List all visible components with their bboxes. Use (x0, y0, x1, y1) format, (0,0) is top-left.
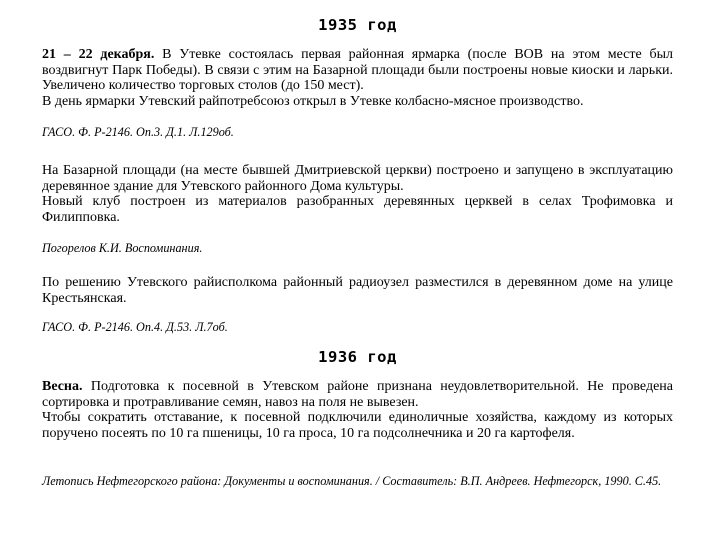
entry-text: В день ярмарки Утевский райпотребсоюз открыл в Утевке колбасно-мясное производство. (42, 93, 584, 109)
year-heading-1935: 1935 год (318, 16, 397, 34)
entry-text: Чтобы сократить отставание, к посевной подключили единоличные хозяйства, каждому из которых поручено посеять по 10 га пшеницы, 10 га проса, 10 га подсолнечника и 20 га картофеля. (42, 410, 673, 441)
entry-date: Весна. (42, 379, 83, 394)
entry-paragraph (42, 379, 673, 410)
entry-text: По решению Утевского райисполкома районный радиоузел разместился в деревянном доме на улице Крестьянская. (42, 275, 673, 306)
entry-paragraph (42, 275, 673, 306)
entry-text: Подготовка к посевной в Утевском районе признана неудовлетворительной. Не проведена сортировка и протравливание семян, навоз на поля не вывезен. (42, 379, 673, 410)
source-citation: Погорелов К.И. Воспоминания. (42, 241, 203, 255)
entry-paragraph (42, 194, 673, 225)
entry-paragraph (42, 47, 673, 94)
entry-1935-culture-house (42, 163, 673, 225)
year-heading-1936: 1936 год (318, 348, 397, 366)
source-citation: Летопись Нефтегорского района: Документы и воспоминания. / Составитель: В.П. Андреев. Нефтегорск, 1990. С.45. (42, 474, 662, 488)
entry-1935-fair (42, 47, 673, 109)
entry-paragraph (42, 163, 673, 194)
source-citation: ГАСО. Ф. Р-2146. Оп.3. Д.1. Л.129об. (42, 125, 234, 139)
entry-1935-radio (42, 275, 673, 306)
entry-text: Новый клуб построен из материалов разобранных деревянных церквей в селах Трофимовка и Филипповка. (42, 194, 673, 225)
entry-1936-spring (42, 379, 673, 441)
source-citation: ГАСО. Ф. Р-2146. Оп.4. Д.53. Л.7об. (42, 320, 228, 334)
entry-text: На Базарной площади (на месте бывшей Дмитриевской церкви) построено и запущено в эксплуатацию деревянное здание для Утевского районного Дома культуры. (42, 163, 673, 194)
entry-paragraph (42, 410, 673, 441)
entry-paragraph (42, 94, 673, 110)
entry-date: 21 – 22 декабря. (42, 47, 155, 62)
entry-text: В Утевке состоялась первая районная ярмарка (после ВОВ на этом месте был воздвигнут Парк Победы). В связи с этим на Базарной площади были построены новые киоски и ларьки. Увеличено количество торговых столов (до 150 мест). (42, 47, 673, 94)
